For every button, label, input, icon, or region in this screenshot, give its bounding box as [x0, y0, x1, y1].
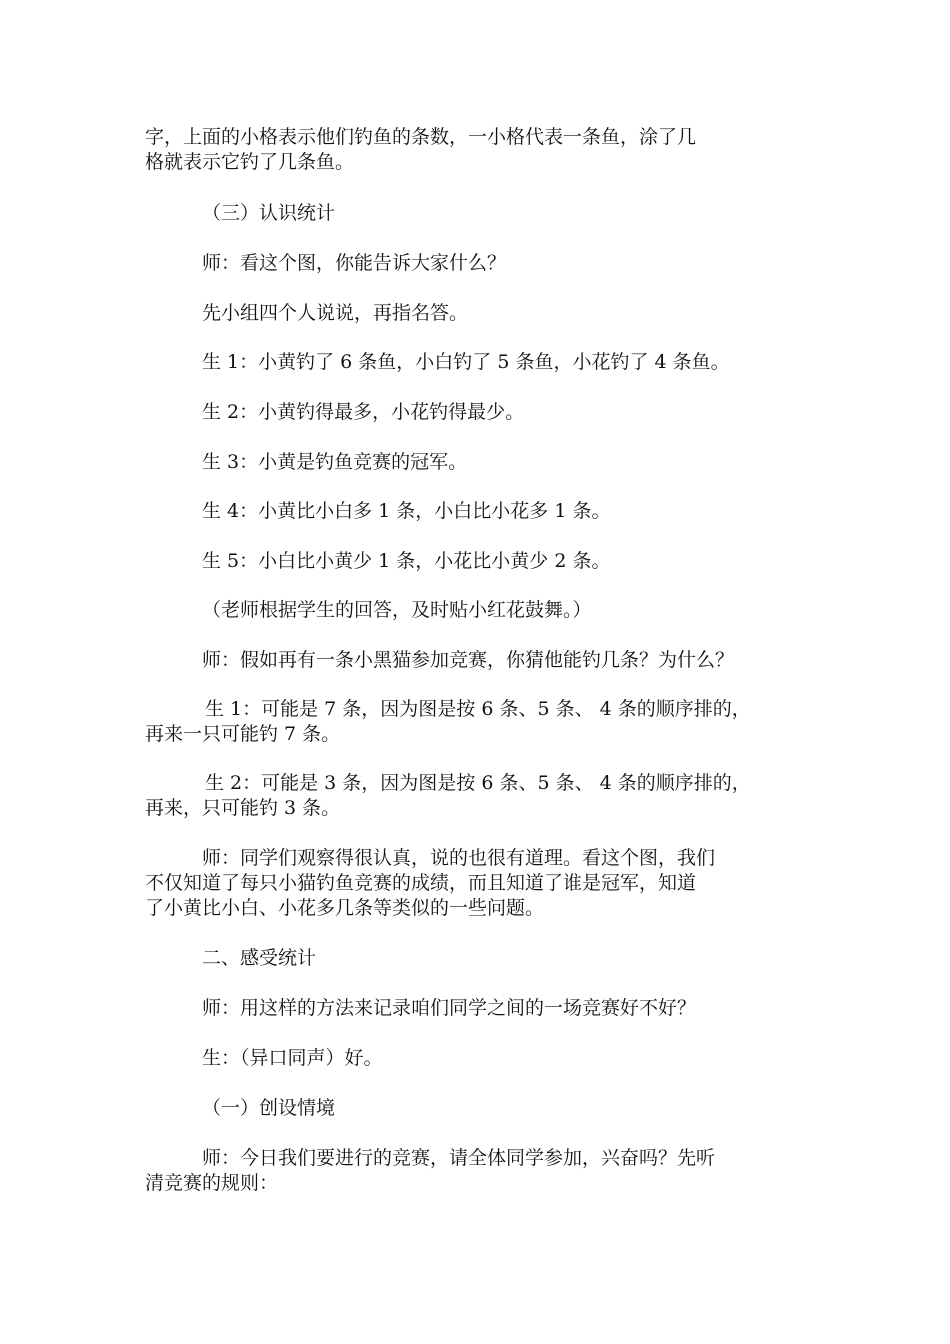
- paragraph-teacher-reward-note: [145, 598, 825, 623]
- text-line: 生 3：小黄是钓鱼竞赛的冠军。: [202, 451, 468, 473]
- text-line: 生 1：可能是 7 条，因为图是按 6 条、5 条、 4 条的顺序排的，: [205, 698, 751, 720]
- paragraph-student-5: [145, 549, 825, 574]
- text-line: （一）创设情境: [202, 1097, 336, 1119]
- text-line: 师：假如再有一条小黑猫参加竞赛，你猜他能钓几条？为什么？: [202, 649, 735, 671]
- text-line: 生：（异口同声）好。: [202, 1047, 383, 1069]
- text-line: 师：同学们观察得很认真，说的也很有道理。看这个图，我们: [202, 847, 716, 869]
- text-line: 生 1：小黄钓了 6 条鱼，小白钓了 5 条鱼，小花钓了 4 条鱼。: [202, 351, 730, 373]
- text-line: 清竞赛的规则：: [145, 1172, 279, 1194]
- text-line: 师：看这个图，你能告诉大家什么？: [202, 252, 507, 274]
- paragraph-student-answer-7: [145, 697, 825, 747]
- text-line: （三）认识统计: [202, 202, 336, 224]
- paragraph-teacher-competition-rules: [145, 1146, 825, 1196]
- paragraph-teacher-question: [145, 251, 825, 276]
- text-line: 了小黄比小白、小花多几条等类似的一些问题。: [145, 897, 545, 919]
- text-line: 不仅知道了每只小猫钓鱼竞赛的成绩，而且知道了谁是冠军，知道: [145, 872, 697, 894]
- paragraph-students-reply: [145, 1046, 825, 1071]
- paragraph-group-discussion: [145, 301, 825, 326]
- section-heading-feel-statistics: [145, 946, 825, 971]
- text-line: 师：用这样的方法来记录咱们同学之间的一场竞赛好不好？: [202, 997, 697, 1019]
- paragraph-student-4: [145, 499, 825, 524]
- paragraph-student-2: [145, 400, 825, 425]
- text-line: 生 4：小黄比小白多 1 条，小白比小花多 1 条。: [202, 500, 611, 522]
- paragraph-fishing-chart-explanation: [145, 125, 825, 175]
- paragraph-student-3: [145, 450, 825, 475]
- paragraph-student-1: [145, 350, 825, 375]
- text-line: （老师根据学生的回答，及时贴小红花鼓舞。）: [202, 599, 592, 621]
- paragraph-teacher-summary: [145, 846, 825, 921]
- text-line: 先小组四个人说说，再指名答。: [202, 302, 469, 324]
- paragraph-teacher-record-question: [145, 996, 825, 1021]
- section-heading-create-scenario: [145, 1096, 825, 1121]
- text-line: 再来一只可能钓 7 条。: [145, 723, 341, 745]
- text-line: 师：今日我们要进行的竞赛，请全体同学参加，兴奋吗？先听: [202, 1147, 716, 1169]
- text-line: 字，上面的小格表示他们钓鱼的条数，一小格代表一条鱼，涂了几: [145, 126, 697, 148]
- text-line: 生 2：小黄钓得最多，小花钓得最少。: [202, 401, 525, 423]
- section-heading-recognize-statistics: [145, 201, 825, 226]
- text-line: 生 5：小白比小黄少 1 条，小花比小黄少 2 条。: [202, 550, 611, 572]
- paragraph-student-answer-3: [145, 771, 825, 821]
- paragraph-teacher-black-cat-question: [145, 648, 825, 673]
- text-line: 生 2：可能是 3 条，因为图是按 6 条、5 条、 4 条的顺序排的，: [205, 772, 751, 794]
- text-line: 二、感受统计: [202, 947, 317, 969]
- text-line: 再来，只可能钓 3 条。: [145, 797, 341, 819]
- text-line: 格就表示它钓了几条鱼。: [145, 151, 355, 173]
